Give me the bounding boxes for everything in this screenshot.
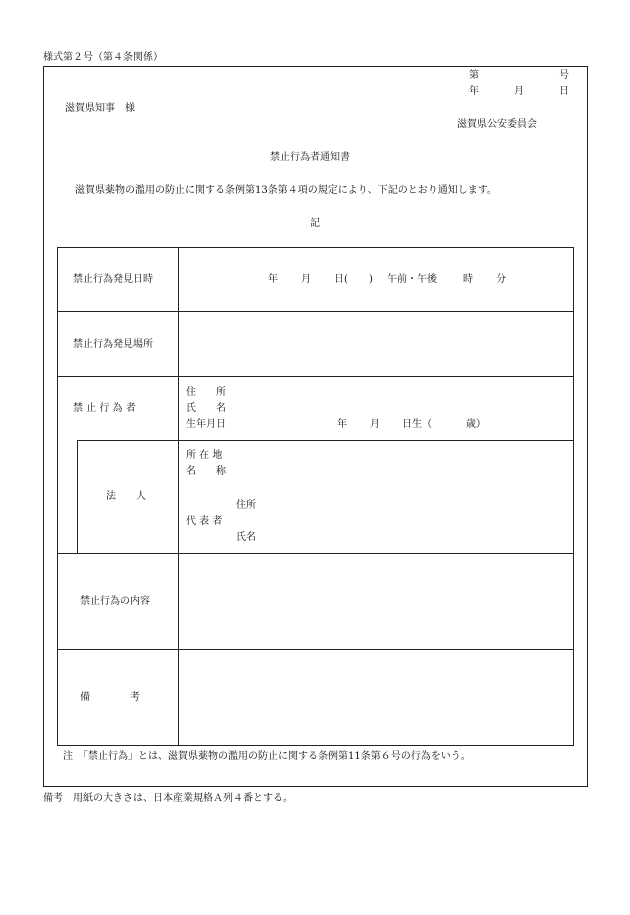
corporation-location: 所 在 地 — [186, 450, 223, 461]
datetime-label: 禁止行為発見日時 — [73, 274, 153, 285]
person-birth-month: 月 — [370, 419, 380, 430]
representative-name: 氏名 — [236, 532, 256, 543]
person-birthdate: 生年月日 — [186, 419, 226, 430]
form-number: 様式第２号（第４条関係） — [43, 52, 163, 63]
person-birth-year: 年 — [337, 419, 347, 430]
datetime-day: 日( — [334, 274, 348, 285]
datetime-month: 月 — [301, 274, 311, 285]
note-text: 注 「禁止行為」とは、滋賀県薬物の濫用の防止に関する条例第11条第６号の行為をいう。 — [63, 751, 471, 762]
document-title: 禁止行為者通知書 — [270, 152, 350, 163]
date-month: 月 — [514, 86, 524, 97]
row-divider — [57, 649, 574, 650]
person-address: 住 所 — [186, 387, 226, 398]
date-year: 年 — [469, 86, 479, 97]
content-label: 禁止行為の内容 — [80, 596, 150, 607]
datetime-ampm: 午前・午後 — [387, 274, 437, 285]
intro-text: 滋賀県薬物の濫用の防止に関する条例第13条第４項の規定により、下記のとおり通知します。 — [75, 185, 497, 196]
date-day: 日 — [559, 86, 569, 97]
place-label: 禁止行為発見場所 — [73, 339, 153, 350]
person-label: 禁 止 行 為 者 — [73, 403, 136, 414]
corporation-name: 名 称 — [186, 466, 226, 477]
number-label: 第 — [469, 70, 479, 81]
corporation-label: 法 人 — [106, 491, 146, 502]
person-born: 日生（ — [402, 419, 432, 430]
row-divider — [57, 553, 574, 554]
number-suffix: 号 — [559, 70, 569, 81]
row-divider — [57, 376, 574, 377]
row-divider — [57, 311, 574, 312]
representative-label: 代 表 者 — [186, 516, 223, 527]
remarks-label: 備 考 — [80, 692, 140, 703]
footer-note: 備考 用紙の大きさは、日本産業規格Ａ列４番とする。 — [43, 793, 293, 804]
datetime-hour: 時 — [463, 274, 473, 285]
person-age: 歳） — [466, 419, 486, 430]
representative-address: 住所 — [236, 500, 256, 511]
datetime-paren-close: ) — [369, 274, 373, 285]
datetime-year: 年 — [268, 274, 278, 285]
addressee: 滋賀県知事 様 — [65, 103, 135, 114]
sender: 滋賀県公安委員会 — [457, 119, 537, 130]
datetime-minute: 分 — [496, 274, 506, 285]
row-divider — [77, 440, 574, 441]
person-name: 氏 名 — [186, 403, 226, 414]
corporation-nested-divider — [77, 440, 78, 554]
label-column-divider — [178, 247, 179, 746]
ki-label: 記 — [310, 218, 320, 229]
